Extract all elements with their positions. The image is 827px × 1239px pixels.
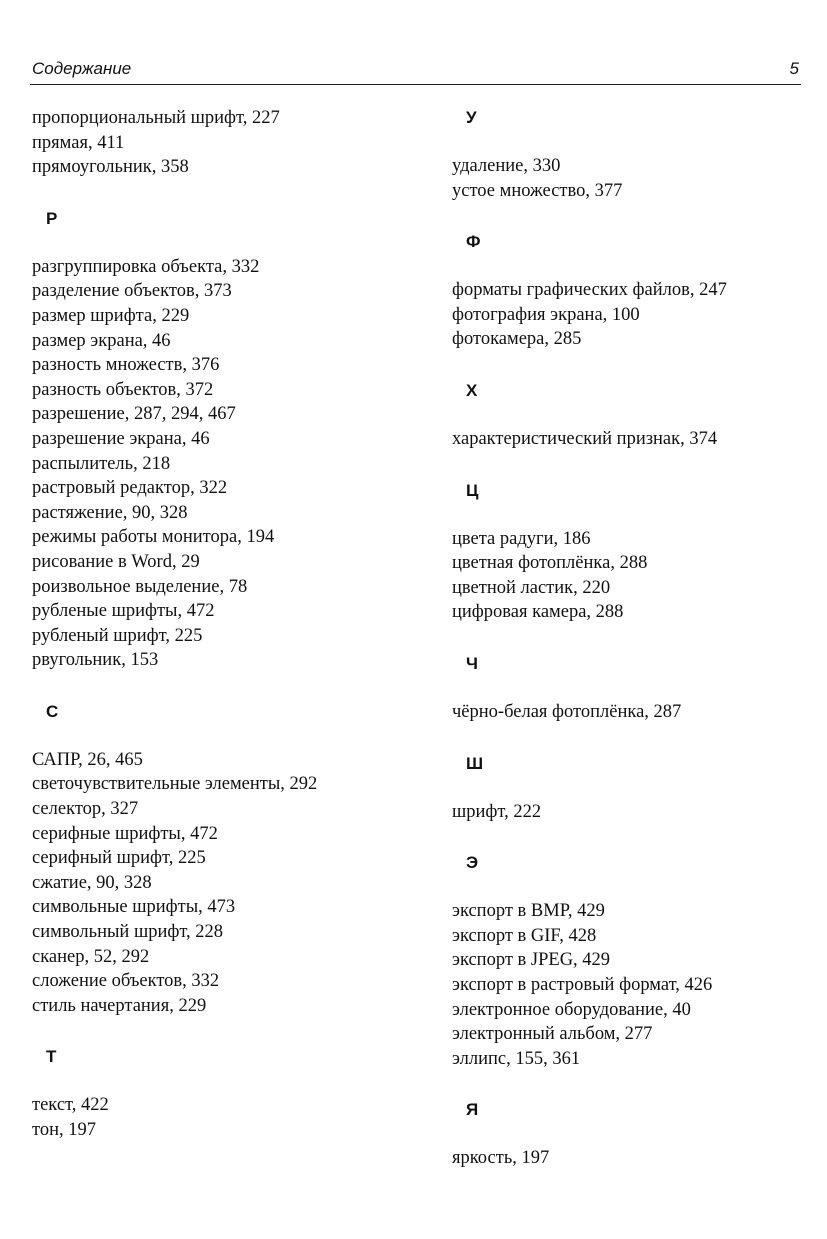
index-entry: САПР, 26, 465	[32, 749, 143, 770]
index-entry: цвета радуги, 186	[452, 528, 591, 549]
index-entry: экспорт в BMP, 429	[452, 901, 605, 922]
section-letter: Ц	[466, 480, 479, 500]
index-entry: размер шрифта, 229	[32, 305, 190, 326]
section-letter: Х	[466, 380, 478, 400]
index-entry: фотокамера, 285	[452, 329, 582, 350]
index-entry: символьные шрифты, 473	[32, 897, 236, 918]
section-letter: Р	[46, 208, 58, 228]
page-number: 5	[789, 59, 799, 78]
index-entry: удаление, 330	[452, 156, 561, 176]
index-entry: фотография экрана, 100	[452, 304, 640, 325]
index-entry: сжатие, 90, 328	[32, 872, 152, 893]
index-entry: рисование в Word, 29	[32, 551, 200, 572]
index-entry: разрешение, 287, 294, 467	[32, 404, 236, 425]
index-entry: текст, 422	[32, 1095, 109, 1116]
index-column-left	[32, 106, 412, 1143]
index-entry: разгруппировка объекта, 332	[32, 256, 260, 277]
index-entry: форматы графических файлов, 247	[452, 280, 727, 301]
index-entry: экспорт в растровый формат, 426	[452, 974, 713, 995]
section-letter: Ф	[466, 232, 481, 252]
index-entry: шрифт, 222	[452, 801, 542, 822]
index-column-right	[452, 106, 812, 1171]
index-entry: цифровая камера, 288	[452, 602, 624, 623]
index-entry: размер экрана, 46	[32, 330, 171, 351]
index-entry: сложение объектов, 332	[32, 971, 220, 992]
index-entry: символьный шрифт, 228	[32, 922, 224, 943]
index-entry: цветная фотоплёнка, 288	[452, 553, 648, 574]
index-entry: цветной ластик, 220	[452, 577, 611, 598]
index-entry: рубленые шрифты, 472	[32, 601, 215, 622]
section-letter: Ш	[466, 753, 484, 773]
index-entry: прямая, 411	[32, 132, 125, 153]
index-entry: экспорт в JPEG, 429	[452, 950, 611, 971]
index-entry: прямоугольник, 358	[32, 157, 189, 178]
section-letter: Т	[46, 1047, 57, 1067]
index-entry: рубленый шрифт, 225	[32, 625, 203, 646]
section-letter: С	[46, 701, 59, 721]
index-entry: характеристический признак, 374	[452, 428, 718, 449]
index-entry: роизвольное выделение, 78	[32, 576, 248, 597]
index-entry: распылитель, 218	[32, 453, 171, 474]
section-letter: Э	[466, 853, 479, 873]
index-entry: серифные шрифты, 472	[32, 823, 218, 844]
index-entry: разрешение экрана, 46	[32, 428, 210, 449]
section-letter: Ч	[466, 653, 478, 673]
header-title: Содержание	[32, 59, 132, 78]
index-entry: светочувствительные элементы, 292	[32, 774, 318, 795]
index-entry: чёрно-белая фотоплёнка, 287	[452, 701, 682, 722]
index-entry: разность объектов, 372	[32, 379, 214, 400]
index-entry: яркость, 197	[452, 1148, 550, 1169]
index-entry: электронное оборудование, 40	[452, 999, 691, 1020]
index-entry: стиль начертания, 229	[32, 995, 207, 1016]
section-letter: Я	[466, 1100, 479, 1120]
index-entry: растяжение, 90, 328	[32, 502, 188, 523]
index-entry: растровый редактор, 322	[32, 478, 228, 499]
index-entry: устое множество, 377	[452, 180, 623, 201]
index-entry: электронный альбом, 277	[452, 1024, 653, 1045]
index-entry: эллипс, 155, 361	[452, 1048, 581, 1069]
index-entry: режимы работы монитора, 194	[32, 527, 275, 548]
index-entry: серифный шрифт, 225	[32, 848, 206, 869]
index-entry: селектор, 327	[32, 799, 139, 820]
index-entry: сканер, 52, 292	[32, 946, 150, 967]
index-entry: рвугольник, 153	[32, 650, 159, 671]
running-header	[30, 58, 801, 85]
index-entry: разделение объектов, 373	[32, 281, 232, 302]
index-entry: экспорт в GIF, 428	[452, 925, 597, 946]
section-letter: У	[466, 108, 477, 127]
index-entry: тон, 197	[32, 1120, 96, 1140]
index-entry: разность множеств, 376	[32, 355, 220, 376]
index-entry: пропорциональный шрифт, 227	[32, 108, 280, 128]
